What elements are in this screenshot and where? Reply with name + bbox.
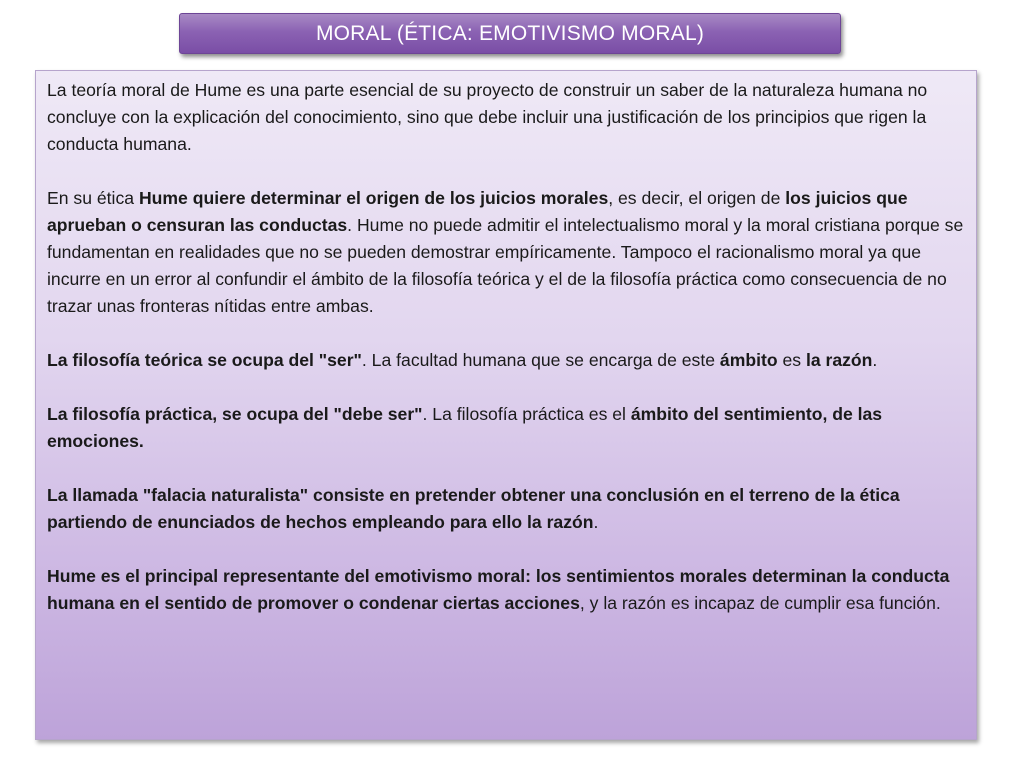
content-text-box	[35, 70, 977, 740]
text-run: La teoría moral de Hume es una parte esencial de su proyecto de construir un saber de la naturaleza humana no concluye con la explicación del conocimiento, sino que debe incluir una justificación de los principios que rigen la conducta humana.	[47, 80, 928, 154]
text-run-bold: ámbito del sentimiento, de las emociones.	[47, 404, 883, 451]
paragraph-theoretical-philosophy	[47, 347, 966, 374]
text-run-bold: los juicios que aprueban o censuran las conductas	[47, 188, 908, 235]
text-run-bold: la razón	[805, 350, 873, 370]
text-run: . La filosofía práctica es el	[422, 404, 631, 424]
text-run-bold: La filosofía teórica se ocupa del "ser"	[47, 350, 362, 370]
text-run: En su ética	[47, 188, 139, 208]
text-run: , es decir, el origen de	[608, 188, 786, 208]
paragraph-hume-moral-theory	[47, 77, 966, 158]
text-run: . Hume no puede admitir el intelectualismo moral y la moral cristiana porque se fundamentan en realidades que no se pueden demostrar empíricamente. Tampoco el racionalismo moral ya que incurre en un error al confundir el ámbito de la filosofía teórica y el de la filosofía práctica como consecuencia de no trazar unas fronteras nítidas entre ambas.	[47, 215, 964, 316]
paragraph-ethics-origin	[47, 185, 966, 320]
text-run: . La facultad humana que se encarga de este	[361, 350, 720, 370]
text-run: , y la razón es incapaz de cumplir esa función.	[579, 593, 941, 613]
paragraph-naturalistic-fallacy	[47, 482, 966, 536]
paragraph-moral-emotivism	[47, 563, 966, 617]
text-run-bold: La llamada "falacia naturalista" consiste en pretender obtener una conclusión en el terreno de la ética partiendo de enunciados de hechos empleando para ello la razón	[47, 485, 900, 532]
text-run: .	[872, 350, 878, 370]
text-run-bold: Hume quiere determinar el origen de los juicios morales	[138, 188, 609, 208]
text-run: es	[777, 350, 806, 370]
text-run-bold: La filosofía práctica, se ocupa del "debe ser"	[47, 404, 423, 424]
text-run-bold: ámbito	[719, 350, 778, 370]
text-run-bold: Hume es el principal representante del emotivismo moral: los sentimientos morales determinan la conducta humana en el sentido de promover o condenar ciertas acciones	[47, 566, 950, 613]
text-run: .	[593, 512, 599, 532]
title-banner	[179, 13, 841, 54]
slide-title: MORAL (ÉTICA: EMOTIVISMO MORAL)	[315, 21, 705, 45]
paragraph-practical-philosophy	[47, 401, 966, 455]
